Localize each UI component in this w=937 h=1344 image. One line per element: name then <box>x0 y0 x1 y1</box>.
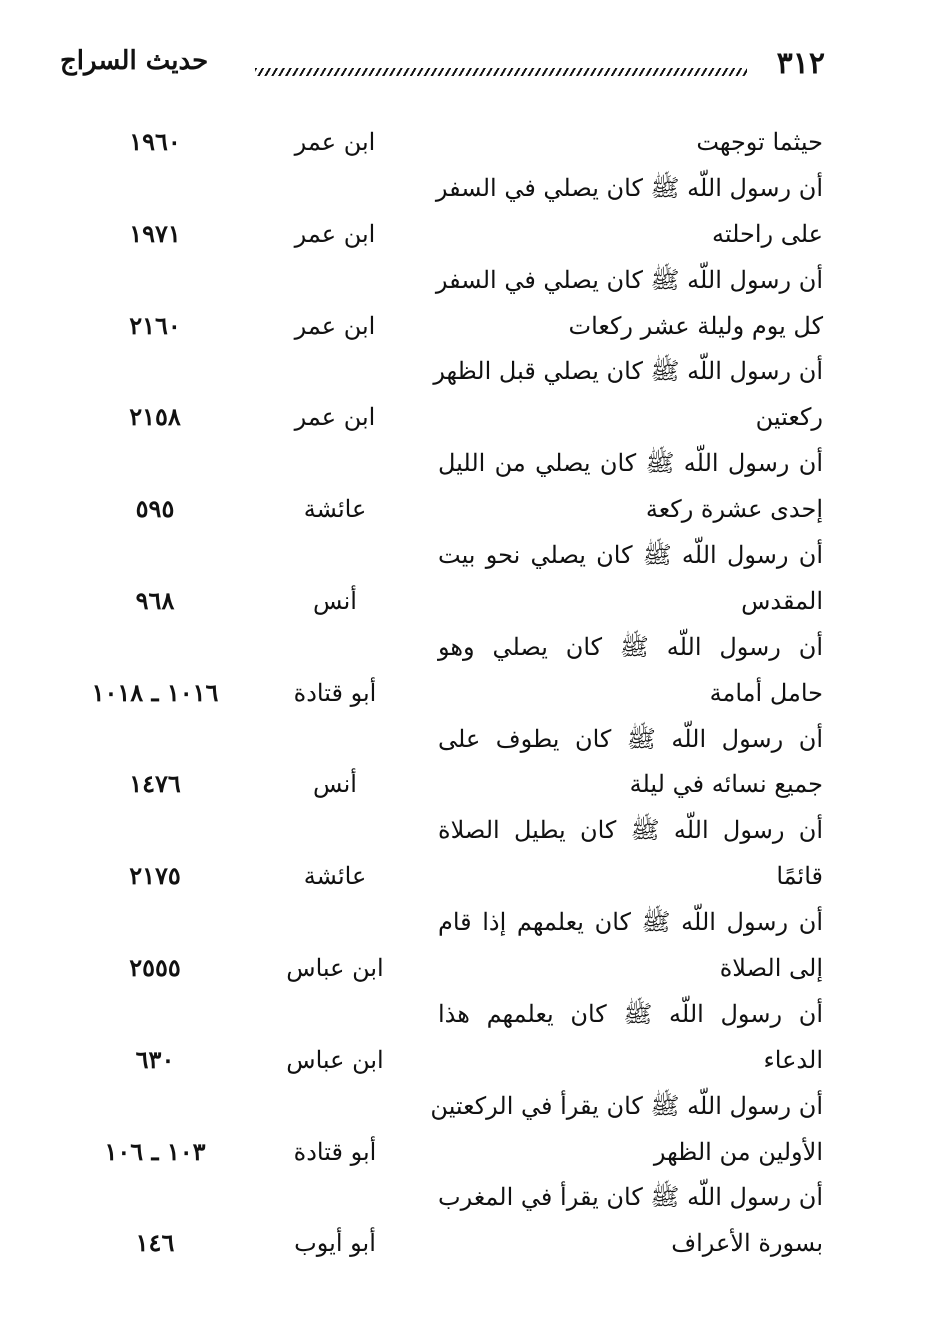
hadith-text-start: أن رسول اللّه ﷺ كان يصلي وهو <box>438 632 823 661</box>
index-line <box>0 992 937 1038</box>
index-line <box>0 671 937 717</box>
hadith-number: ٩٦٨ <box>135 585 175 615</box>
index-line <box>0 808 937 854</box>
narrator-name: أبو أيوب <box>294 1229 376 1258</box>
hadith-number: ٦٣٠ <box>135 1044 175 1074</box>
index-line <box>0 579 937 625</box>
hadith-text-start: أن رسول اللّه ﷺ كان يصلي من الليل <box>438 449 823 478</box>
index-line <box>0 900 937 946</box>
running-title: حديث السراج <box>60 46 209 76</box>
hadith-index <box>0 120 937 1267</box>
index-line <box>0 717 937 763</box>
index-line <box>0 1175 937 1221</box>
narrator-name: ابن عمر <box>294 311 376 340</box>
index-line <box>0 625 937 671</box>
index-line <box>0 487 937 533</box>
hadith-text-end: ركعتين <box>755 403 823 432</box>
index-line <box>0 1130 937 1176</box>
index-line <box>0 441 937 487</box>
narrator-name: أبو قتادة <box>293 1137 377 1166</box>
hadith-text-end: الأولين من الظهر <box>653 1137 823 1166</box>
hadith-text-start: أن رسول اللّه ﷺ كان يطيل الصلاة <box>438 816 823 845</box>
hadith-number: ١٠٣ ـ ١٠٦ <box>104 1136 206 1166</box>
hadith-text-end: إحدى عشرة ركعة <box>645 495 823 524</box>
index-line <box>0 1038 937 1084</box>
header-rule <box>255 68 747 76</box>
hadith-number: ٢٥٥٥ <box>129 953 181 983</box>
hadith-text-start: أن رسول اللّه ﷺ كان يصلي نحو بيت <box>438 541 823 570</box>
hadith-number: ١٩٧١ <box>129 218 181 248</box>
index-line <box>0 1084 937 1130</box>
narrator-name: ابن عمر <box>294 219 376 248</box>
index-line <box>0 212 937 258</box>
hadith-text-start: أن رسول اللّه ﷺ كان يصلي في السفر <box>435 265 823 294</box>
hadith-text-end: حيثما توجهت <box>696 128 823 156</box>
narrator-name: أبو قتادة <box>293 678 377 707</box>
hadith-text-end: كل يوم وليلة عشر ركعات <box>568 311 823 340</box>
hadith-text-start: أن رسول اللّه ﷺ كان يعلمهم هذا <box>438 999 823 1028</box>
hadith-number: ٢١٦٠ <box>129 310 181 340</box>
hadith-text-end: حامل أمامة <box>709 678 823 707</box>
hadith-text-start: أن رسول اللّه ﷺ كان يطوف على <box>438 724 823 753</box>
hadith-text-start: أن رسول اللّه ﷺ كان يصلي في السفر <box>435 173 823 202</box>
narrator-name: ابن عمر <box>294 128 376 156</box>
index-line <box>0 349 937 395</box>
hadith-text-end: جميع نسائه في ليلة <box>629 770 823 799</box>
hadith-number: ٥٩٥ <box>135 494 175 524</box>
hadith-number: ١٤٧٦ <box>129 769 181 799</box>
narrator-name: عائشة <box>303 862 367 891</box>
hadith-text-start: أن رسول اللّه ﷺ كان يعلمهم إذا قام <box>438 908 823 937</box>
hadith-number: ٢١٥٨ <box>129 402 181 432</box>
narrator-name: ابن عباس <box>286 954 384 983</box>
index-line <box>0 166 937 212</box>
index-line <box>0 533 937 579</box>
hadith-number: ١٠١٦ ـ ١٠١٨ <box>91 677 219 707</box>
hadith-text-start: أن رسول اللّه ﷺ كان يقرأ في الركعتين <box>430 1091 823 1120</box>
narrator-name: أنس <box>313 586 357 615</box>
index-line <box>0 395 937 441</box>
index-line <box>0 1221 937 1267</box>
index-line <box>0 304 937 350</box>
hadith-number: ٢١٧٥ <box>129 861 181 891</box>
narrator-name: ابن عمر <box>294 403 376 432</box>
hadith-text-end: إلى الصلاة <box>719 954 823 983</box>
narrator-name: عائشة <box>303 495 367 524</box>
index-line <box>0 854 937 900</box>
page-number: ٣١٢ <box>776 46 825 81</box>
narrator-name: أنس <box>313 770 357 799</box>
page-header <box>60 44 825 88</box>
narrator-name: ابن عباس <box>286 1045 384 1074</box>
index-line <box>0 120 937 166</box>
index-line <box>0 762 937 808</box>
hadith-text-end: بسورة الأعراف <box>671 1229 823 1258</box>
hadith-text-end: على راحلته <box>711 219 823 248</box>
hadith-number: ١٤٦ <box>135 1228 175 1258</box>
hadith-text-end: المقدس <box>741 586 823 615</box>
hadith-text-end: قائمًا <box>776 862 823 891</box>
index-line <box>0 946 937 992</box>
hadith-number: ١٩٦٠ <box>129 127 181 156</box>
hadith-text-end: الدعاء <box>763 1045 823 1074</box>
hadith-text-start: أن رسول اللّه ﷺ كان يصلي قبل الظهر <box>433 357 823 386</box>
index-line <box>0 258 937 304</box>
hadith-text-start: أن رسول اللّه ﷺ كان يقرأ في المغرب <box>438 1183 823 1212</box>
